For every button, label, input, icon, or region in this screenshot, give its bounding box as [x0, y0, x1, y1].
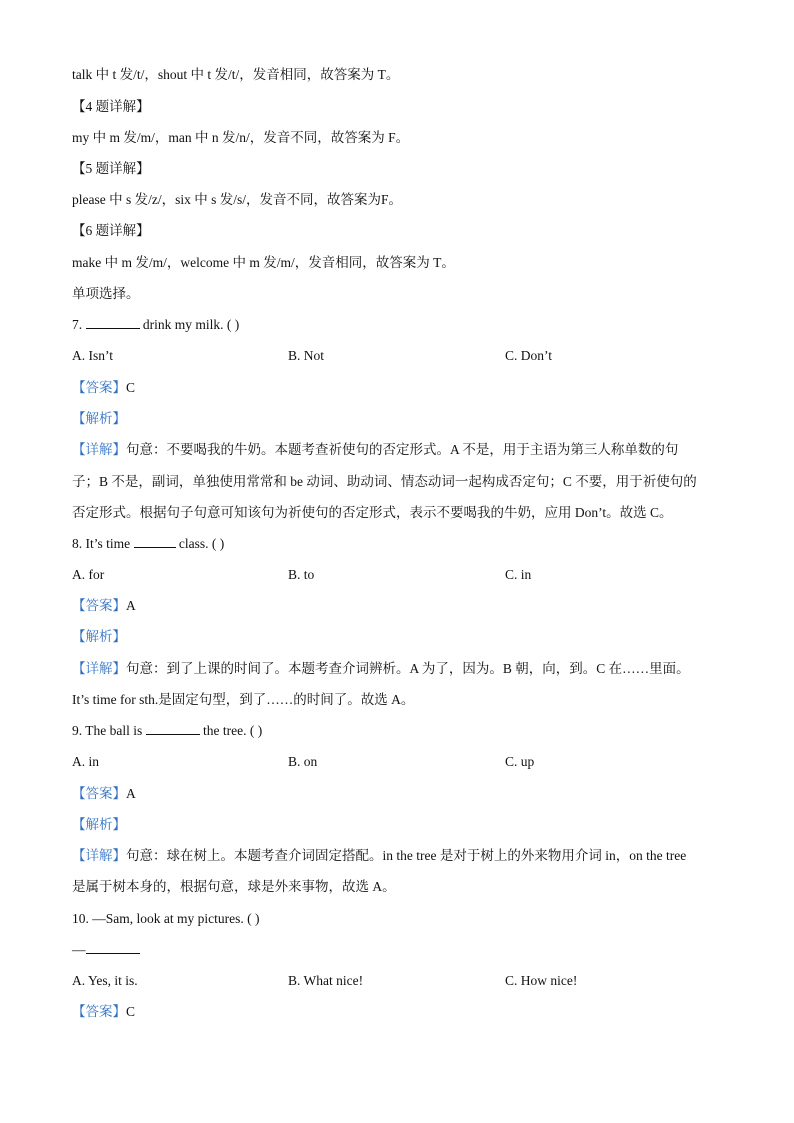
option-a: A. for — [72, 567, 105, 582]
option-b: B. on — [288, 754, 318, 769]
detail-line: 是属于树本身的，根据句意，球是外来事物，故选 A。 — [72, 879, 396, 894]
reply-dash: — — [72, 942, 86, 957]
option-b: B. What nice! — [288, 973, 364, 988]
detail-line — [72, 847, 732, 865]
question-stem-end: drink my milk. ( ) — [139, 317, 240, 332]
option-b: B. Not — [288, 348, 325, 363]
detail-line — [72, 660, 732, 678]
section-heading: 【6 题详解】 — [72, 223, 150, 238]
option-c: C. How nice! — [505, 973, 578, 988]
answer-line — [72, 1003, 732, 1021]
answer-label: 【答案】 — [72, 786, 126, 801]
reply-line — [72, 941, 732, 959]
answer-blank — [134, 535, 176, 548]
option-a: A. Isn’t — [72, 348, 114, 363]
answer-line — [72, 379, 732, 397]
question-stem-start: 9. The ball is — [72, 723, 146, 738]
answer-value: C — [126, 380, 136, 395]
explanation-line: please 中 s 发/z/，six 中 s 发/s/，发音不同，故答案为F。 — [72, 192, 402, 207]
explanation-line: my 中 m 发/m/，man 中 n 发/n/，发音不同，故答案为 F。 — [72, 130, 410, 145]
analysis-label: 【解析】 — [72, 817, 126, 832]
answer-label: 【答案】 — [72, 380, 126, 395]
detail-line: 子；B 不是，副词，单独使用常常和 be 动词、助动词、情态动词一起构成否定句；C 不要，用于祈使句的 — [72, 474, 697, 489]
question-stem — [72, 316, 732, 334]
explanation-line: make 中 m 发/m/，welcome 中 m 发/m/，发音相同，故答案为 T。 — [72, 255, 455, 270]
option-a: A. in — [72, 754, 99, 769]
option-c: C. in — [505, 567, 532, 582]
question-stem-end: class. ( ) — [175, 536, 225, 551]
analysis-label: 【解析】 — [72, 411, 126, 426]
answer-line — [72, 597, 732, 615]
section-heading: 【5 题详解】 — [72, 161, 150, 176]
question-stem — [72, 722, 732, 740]
detail-text: 句意：不要喝我的牛奶。本题考查祈使句的否定形式。A 不是，用于主语为第三人称单数的句 — [126, 442, 679, 457]
section-heading: 【4 题详解】 — [72, 99, 150, 114]
detail-line: It’s time for sth.是固定句型，到了……的时间了。故选 A。 — [72, 692, 415, 707]
section-title: 单项选择。 — [72, 286, 140, 301]
question-stem-start: 8. It’s time — [72, 536, 134, 551]
option-b: B. to — [288, 567, 315, 582]
answer-label: 【答案】 — [72, 598, 126, 613]
answer-label: 【答案】 — [72, 1004, 126, 1019]
answer-blank — [146, 722, 200, 735]
answer-blank — [86, 316, 140, 329]
detail-line: 否定形式。根据句子句意可知该句为祈使句的否定形式，表示不要喝我的牛奶，应用 Don’t。故选 C。 — [72, 505, 673, 520]
option-a: A. Yes, it is. — [72, 973, 138, 988]
answer-value: C — [126, 1004, 136, 1019]
detail-text: 句意：球在树上。本题考查介词固定搭配。in the tree 是对于树上的外来物用介词 in，on the tree — [126, 848, 687, 863]
detail-label: 【详解】 — [72, 661, 126, 676]
answer-blank — [86, 941, 140, 954]
analysis-label: 【解析】 — [72, 629, 126, 644]
question-stem-start: 7. — [72, 317, 86, 332]
detail-label: 【详解】 — [72, 442, 126, 457]
option-c: C. Don’t — [505, 348, 553, 363]
explanation-line: talk 中 t 发/t/，shout 中 t 发/t/，发音相同，故答案为 T。 — [72, 67, 400, 82]
option-c: C. up — [505, 754, 535, 769]
detail-label: 【详解】 — [72, 848, 126, 863]
answer-value: A — [126, 598, 136, 613]
answer-value: A — [126, 786, 136, 801]
detail-text: 句意：到了上课的时间了。本题考查介词辨析。A 为了，因为。B 朝，向，到。C 在……里面。 — [126, 661, 690, 676]
question-stem: 10. —Sam, look at my pictures. ( ) — [72, 911, 260, 926]
detail-line — [72, 441, 732, 459]
question-stem-end: the tree. ( ) — [199, 723, 263, 738]
question-stem — [72, 535, 732, 553]
answer-line — [72, 785, 732, 803]
